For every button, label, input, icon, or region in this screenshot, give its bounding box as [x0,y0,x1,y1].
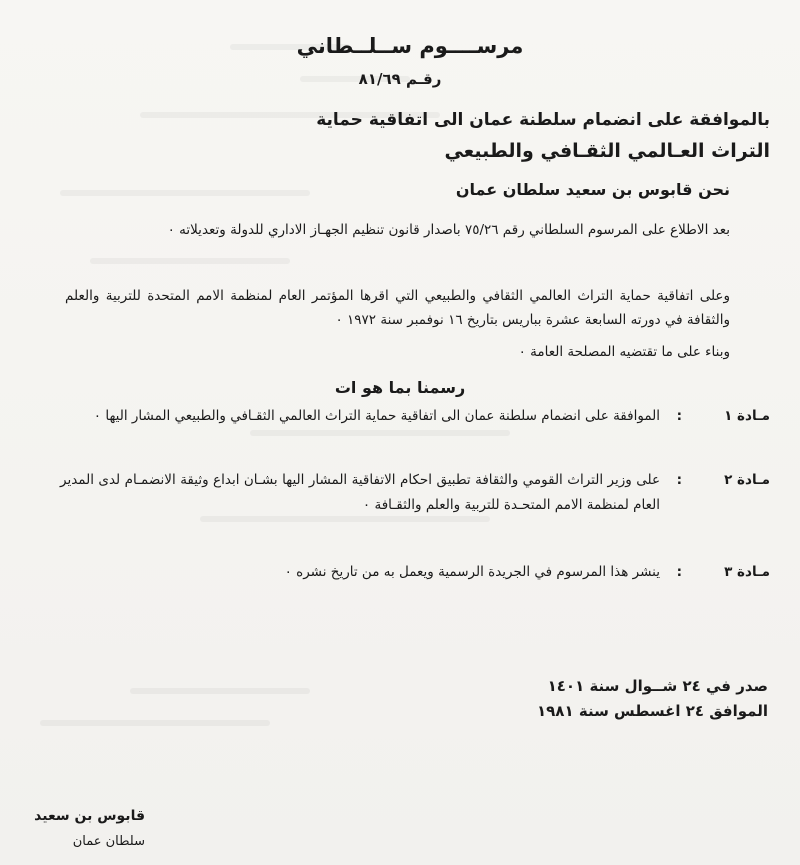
bleed-through-mark [40,720,270,726]
bleed-through-mark [90,258,290,264]
article-text: ينشر هذا المرسوم في الجريدة الرسمية ويعمل به من تاريخ نشره ٠ [284,564,660,580]
article-label: مـادة ٢ [724,472,770,488]
preamble-paragraph: وبناء على ما تقتضيه المصلحة العامة ٠ [518,344,730,360]
issued-date-gregorian: الموافق ٢٤ اغسطس سنة ١٩٨١ [537,702,768,720]
bleed-through-mark [250,430,510,436]
article-colon: : [676,564,682,580]
preamble-paragraph: وعلى اتفاقية حماية التراث العالمي الثقافي والطبيعي التي اقرها المؤتمر العام لمنظمة الامم المتحدة للتربية والعلم والثقافة في دورته السابعة عشرة بباريس بتاريخ ١٦ نوفمبر سنة ١٩٧٢ ٠ [65,288,730,328]
issued-date-hijri: صدر في ٢٤ شــوال سنة ١٤٠١ [547,677,768,695]
article-label: مـادة ٣ [724,564,770,580]
bleed-through-mark [130,688,310,694]
decree-intro: نحن قابوس بن سعيد سلطان عمان [455,180,730,199]
decree-number: رقـم ٨١/٦٩ [358,70,442,88]
preamble-paragraph: بعد الاطلاع على المرسوم السلطاني رقم ٧٥/٢٦ باصدار قانون تنظيم الجهـاز الاداري للدولة وتعديلاته ٠ [167,222,730,238]
article-label: مـادة ١ [724,408,770,424]
article-colon: : [676,408,682,424]
article-text: على وزير التراث القومي والثقافة تطبيق احكام الاتفاقية المشار اليها بشـان ابداع وثيقة الانضمـام لدى المدير العام لمنظمة الامم المتحـدة للتربية والعلم والثقـافة ٠ [60,472,660,513]
signatory-name: قابوس بن سعيد [34,808,145,824]
bleed-through-mark [60,190,310,196]
signatory-title: سلطان عمان [72,834,145,849]
article-colon: : [676,472,682,488]
decree-title: مرســــوم ســلــطاني [296,34,524,58]
decree-heading: رسمنا بما هو ات [334,378,466,397]
decree-subject-line-1: بالموافقة على انضمام سلطنة عمان الى اتفاقية حماية [316,110,770,130]
decree-subject-line-2: التراث العـالمي الثقـافي والطبيعي [444,140,770,162]
article-text: الموافقة على انضمام سلطنة عمان الى اتفاقية حماية التراث العالمي الثقـافي والطبيعي المشار اليها ٠ [93,408,660,424]
